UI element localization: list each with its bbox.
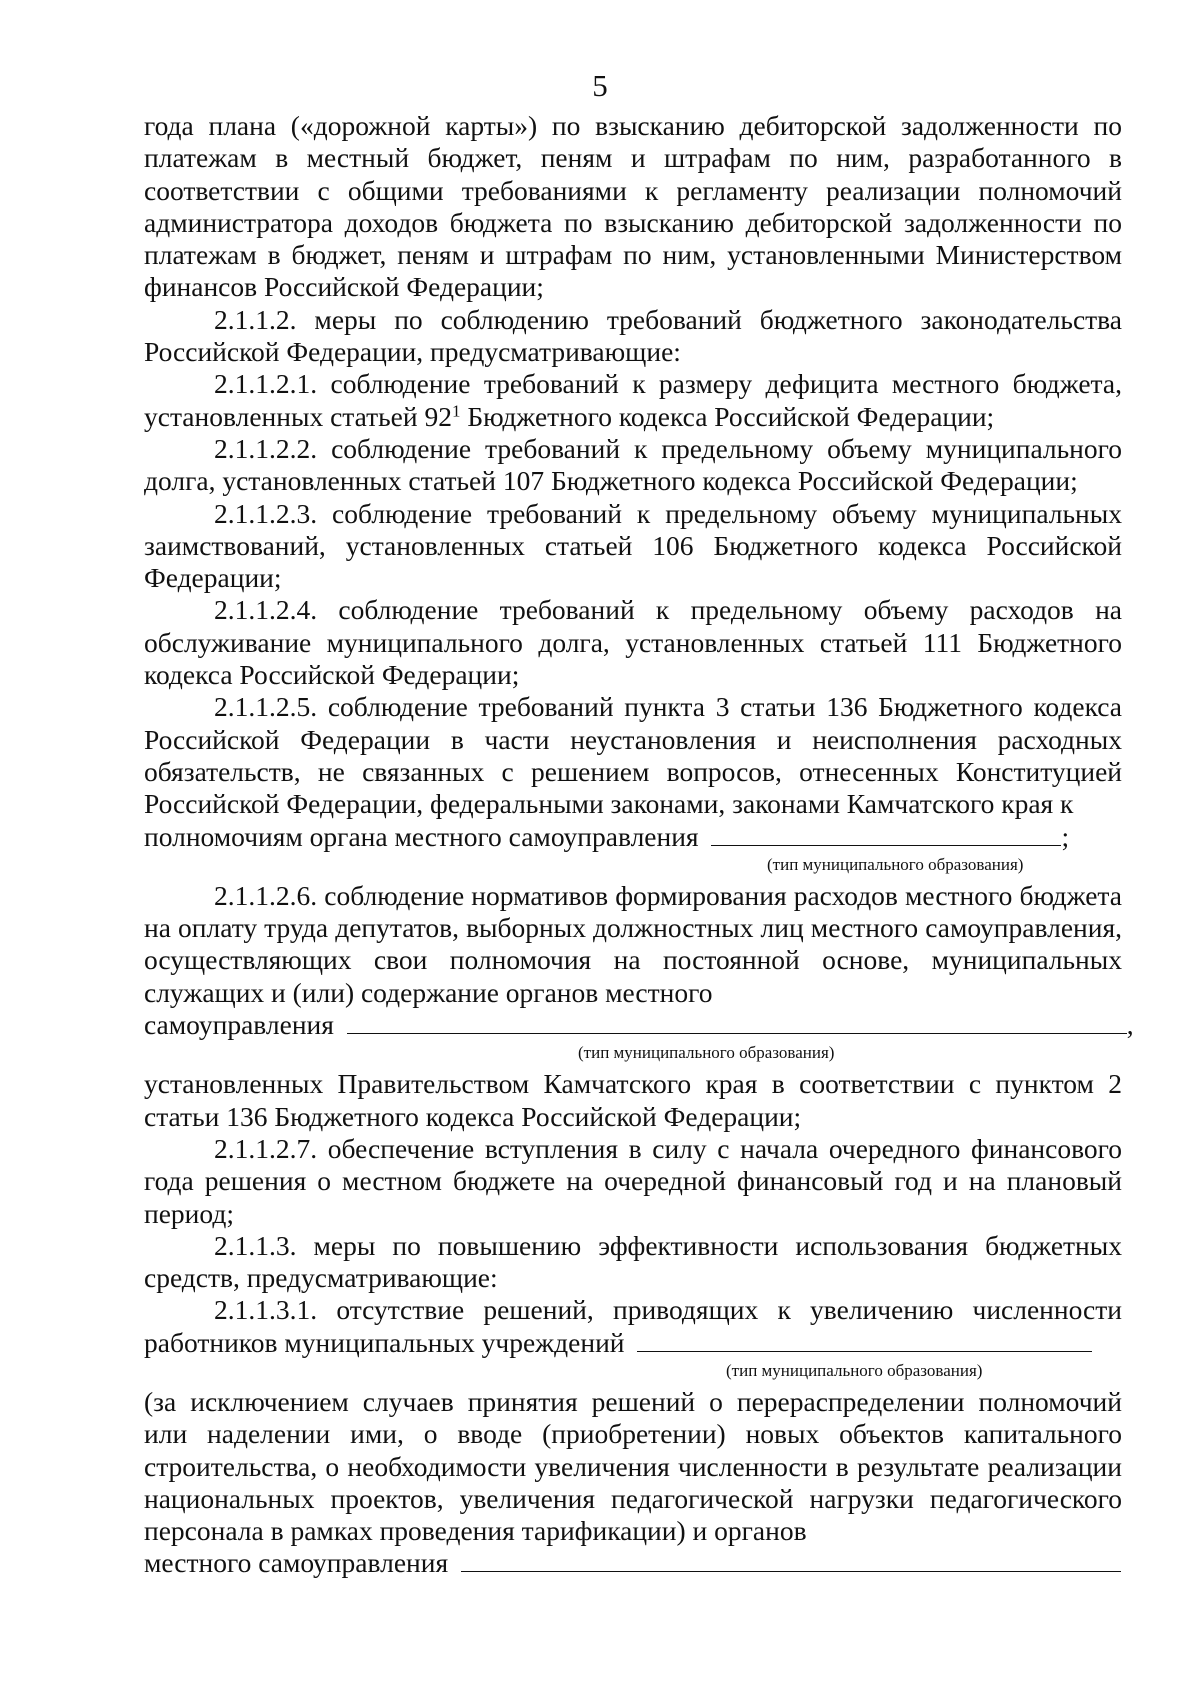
paragraph-2-1-1-2-1-end: Бюджетного кодекса Российской Федерации; (460, 400, 995, 432)
paragraph-established-by-government: установленных Правительством Камчатского края в соответствии с пунктом 2 статьи 136 Бюджетного кодекса Российской Федерации; (144, 1068, 1122, 1132)
paragraph-2-1-1-2-3: 2.1.1.2.3. соблюдение требований к предельному объему муниципальных заимствований, установленных статьей 106 Бюджетного кодекса Российской Федерации; (144, 497, 1122, 594)
tail-punct: ; (1061, 820, 1070, 852)
paragraph-2-1-1-2-1 (144, 368, 1122, 433)
paragraph-2-1-1-2-7: 2.1.1.2.7. обеспечение вступления в силу с начала очередного финансового года решения о местном бюджете на очередной финансовый год и на плановый период; (144, 1132, 1122, 1229)
document-body (144, 110, 1134, 1580)
paragraph-roadmap: года плана («дорожной карты») по взысканию дебиторской задолженности по платежам в местный бюджет, пеням и штрафам по ним, разработанного в соответствии с общими требованиями к регламенту реализации полномочий администратора доходов бюджета по взысканию дебиторской задолженности по платежам в бюджет, пеням и штрафам по ним, установленными Министерством финансов Российской Федерации; (144, 110, 1122, 303)
page-number: 5 (592, 68, 608, 103)
tail-punct: , (1126, 1009, 1134, 1041)
tail-text: работников муниципальных учреждений (144, 1326, 625, 1358)
blank-line-3 (637, 1329, 1092, 1352)
tail-text: самоуправления (144, 1009, 334, 1041)
paragraph-2-1-1-2-5: 2.1.1.2.5. соблюдение требований пункта 3 статьи 136 Бюджетного кодекса Российской Федерации в части неустановления и неисполнения расходных обязательств, не связанных с решением вопросов, отнесенных Конституцией Российской Федерации, федеральными законами, законами Камчатского края к (144, 691, 1122, 820)
caption-municipality-type-3: (тип муниципального образования) (726, 1360, 983, 1380)
caption-municipality-type-2: (тип муниципального образования) (578, 1043, 835, 1063)
paragraph-2-1-1-2-5-tail (144, 821, 1122, 853)
paragraph-2-1-1-3: 2.1.1.3. меры по повышению эффективности использования бюджетных средств, предусматривающие: (144, 1229, 1122, 1294)
paragraph-2-1-1-2: 2.1.1.2. меры по соблюдению требований бюджетного законодательства Российской Федерации, предусматривающие: (144, 303, 1122, 368)
caption-municipality-type-1: (тип муниципального образования) (767, 854, 1024, 874)
paragraph-2-1-1-2-4: 2.1.1.2.4. соблюдение требований к предельному объему расходов на обслуживание муниципального долга, установленных статьей 111 Бюджетного кодекса Российской Федерации; (144, 594, 1122, 691)
paragraph-exceptions: (за исключением случаев принятия решений о перераспределении полномочий или наделении ими, о вводе (приобретении) новых объектов капитального строительства, о необходимости увеличения численности в результате реализации национальных проектов, увеличения педагогической нагрузки педагогического персонала в рамках проведения тарификации) и органов (144, 1385, 1122, 1547)
paragraph-exceptions-tail (144, 1547, 1122, 1579)
blank-line-2 (347, 1011, 1127, 1034)
paragraph-2-1-1-2-6-tail (144, 1009, 1134, 1041)
paragraph-2-1-1-2-2: 2.1.1.2.2. соблюдение требований к предельному объему муниципального долга, установленных статьей 107 Бюджетного кодекса Российской Федерации; (144, 432, 1122, 497)
paragraph-2-1-1-3-1: 2.1.1.3.1. отсутствие решений, приводящих к увеличению численности (214, 1294, 1122, 1326)
paragraph-2-1-1-2-1-text: 2.1.1.2.1. соблюдение требований к размеру дефицита местного бюджета, установленных статьей 92 (144, 368, 1122, 432)
blank-line-1 (711, 823, 1061, 846)
tail-text: полномочиям органа местного самоуправления (144, 820, 699, 852)
superscript-1: 1 (451, 401, 461, 421)
paragraph-2-1-1-2-6: 2.1.1.2.6. соблюдение нормативов формирования расходов местного бюджета на оплату труда депутатов, выборных должностных лиц местного самоуправления, осуществляющих свои полномочия на постоянной основе, муниципальных служащих и (или) содержание органов местного (144, 879, 1122, 1008)
paragraph-2-1-1-3-1-tail (144, 1327, 1122, 1359)
blank-line-4 (461, 1549, 1121, 1572)
tail-text: местного самоуправления (144, 1547, 449, 1579)
